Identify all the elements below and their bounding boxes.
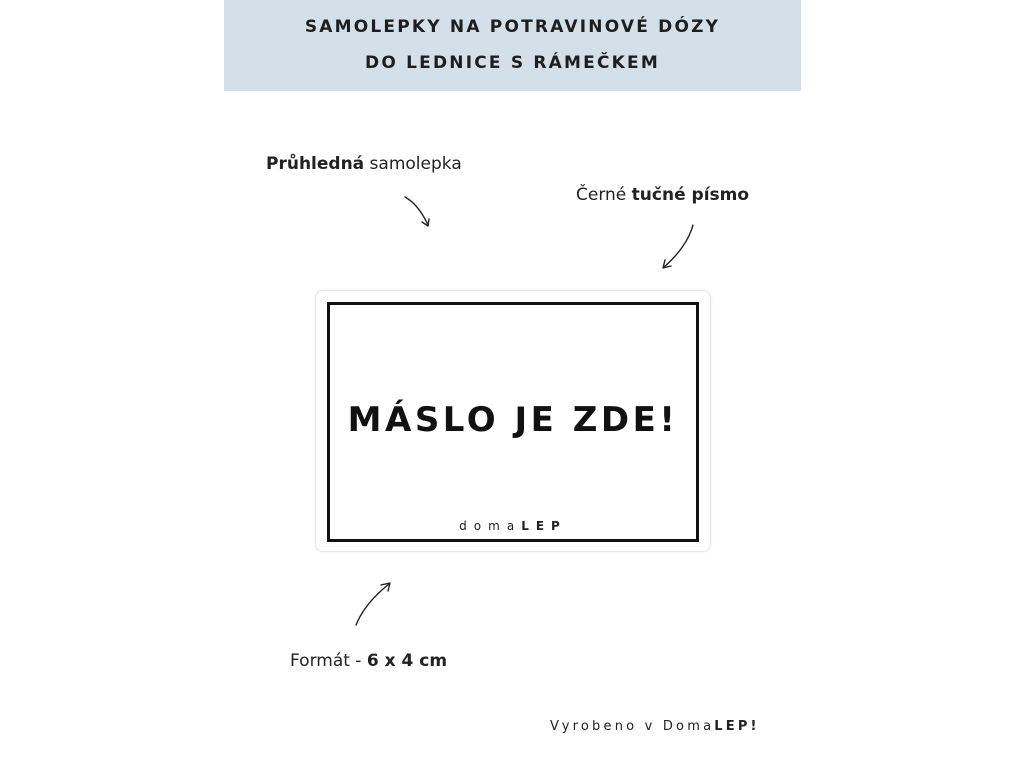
annotation-font-bold: tučné písmo <box>631 185 750 205</box>
annotation-transparent-regular: samolepka <box>364 154 462 174</box>
arrow-down-left-icon <box>656 220 700 272</box>
footer-regular: Vyrobeno v Doma <box>550 719 715 734</box>
annotation-font-regular: Černé <box>576 185 632 205</box>
footer-made-by <box>550 719 760 734</box>
annotation-format-regular: Formát - <box>290 651 367 671</box>
annotation-bold-font <box>576 185 749 205</box>
header-title-line2: DO LEDNICE S RÁMEČKEM <box>365 53 660 73</box>
annotation-transparent-sticker <box>266 154 462 174</box>
sticker-brand-logo <box>330 519 696 533</box>
sticker-brand-regular: doma <box>459 519 522 533</box>
sticker-brand-bold: LEP <box>521 519 567 533</box>
annotation-format <box>290 651 447 671</box>
sticker-frame <box>327 302 699 542</box>
header-banner <box>224 0 801 91</box>
header-title-line1: SAMOLEPKY NA POTRAVINOVÉ DÓZY <box>304 17 721 37</box>
arrow-up-right-icon <box>350 578 396 630</box>
annotation-transparent-bold: Průhledná <box>266 154 365 174</box>
sticker-main-text: MÁSLO JE ZDE! <box>347 400 679 440</box>
arrow-down-right-icon <box>400 192 436 232</box>
annotation-format-bold: 6 x 4 cm <box>366 651 448 671</box>
footer-bold: LEP! <box>714 719 760 734</box>
